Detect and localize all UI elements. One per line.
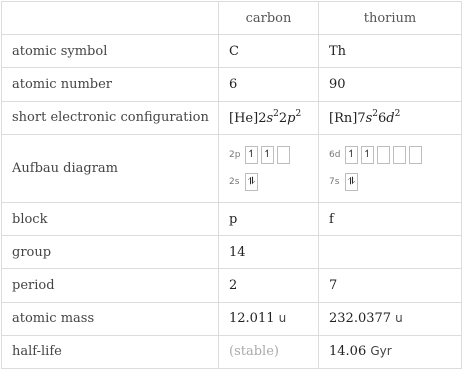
row-group (2, 236, 462, 269)
carbon-atomic-symbol: C (219, 35, 319, 68)
row-electron-config (2, 101, 462, 134)
subshell-label: 6d (329, 149, 341, 160)
config-d-orbital: $6d^2$ (378, 109, 401, 127)
row-label: Aufbau diagram (2, 134, 219, 202)
thorium-atomic-symbol: Th (319, 35, 462, 68)
row-block (2, 203, 462, 236)
orbital-box: ↿ (245, 146, 258, 164)
row-label: period (2, 269, 219, 302)
row-label: group (2, 236, 219, 269)
orbital-box: ↿ (261, 146, 274, 164)
carbon-subshell-upper (229, 146, 318, 164)
orbital-box: ⥮ (345, 173, 358, 191)
thorium-electron-config (319, 101, 462, 134)
orbital-box (377, 146, 390, 164)
carbon-group: 14 (219, 236, 319, 269)
thorium-subshell-lower (329, 173, 461, 191)
config-core: [He] (229, 111, 259, 127)
config-s-orbital: $7s^2$ (357, 109, 378, 127)
orbital-box: ↿ (345, 146, 358, 164)
thorium-block: f (319, 203, 462, 236)
carbon-aufbau-diagram (219, 134, 319, 202)
mass-unit: u (395, 311, 403, 326)
carbon-electron-config (219, 101, 319, 134)
row-label: atomic symbol (2, 35, 219, 68)
row-aufbau-diagram (2, 134, 462, 202)
carbon-subshell-lower (229, 173, 318, 191)
config-s-orbital: $2s^2$ (258, 109, 279, 127)
carbon-half-life: (stable) (219, 335, 319, 368)
header-row (2, 2, 462, 35)
orbital-box: ⥮ (245, 173, 258, 191)
row-atomic-number (2, 68, 462, 101)
carbon-atomic-mass: 12.011 u (219, 302, 319, 335)
time-unit: Gyr (370, 344, 392, 359)
thorium-atomic-number: 90 (319, 68, 462, 101)
thorium-atomic-mass: 232.0377 u (319, 302, 462, 335)
row-label: block (2, 203, 219, 236)
carbon-block: p (219, 203, 319, 236)
subshell-label: 2s (229, 176, 240, 187)
subshell-label: 2p (229, 149, 241, 160)
column-header-carbon: carbon (219, 2, 319, 35)
mass-unit: u (278, 311, 287, 326)
orbital-box (393, 146, 406, 164)
row-label: short electronic configuration (2, 101, 219, 134)
orbital-box (409, 146, 422, 164)
thorium-aufbau-diagram (319, 134, 462, 202)
row-period (2, 269, 462, 302)
row-label: atomic mass (2, 302, 219, 335)
element-comparison-table (1, 1, 462, 369)
thorium-period: 7 (319, 269, 462, 302)
orbital-box: ↿ (361, 146, 374, 164)
orbital-box (277, 146, 290, 164)
row-label: atomic number (2, 68, 219, 101)
row-label: half-life (2, 335, 219, 368)
row-atomic-symbol (2, 35, 462, 68)
carbon-atomic-number: 6 (219, 68, 319, 101)
subshell-label: 7s (329, 176, 340, 187)
column-header-thorium: thorium (319, 2, 462, 35)
row-half-life (2, 335, 462, 368)
thorium-group (319, 236, 462, 269)
row-atomic-mass (2, 302, 462, 335)
corner-cell (2, 2, 219, 35)
config-p-orbital: $2p^2$ (278, 109, 302, 127)
carbon-period: 2 (219, 269, 319, 302)
thorium-half-life: 14.06 Gyr (319, 335, 462, 368)
thorium-subshell-upper (329, 146, 461, 164)
config-core: [Rn] (329, 111, 358, 127)
